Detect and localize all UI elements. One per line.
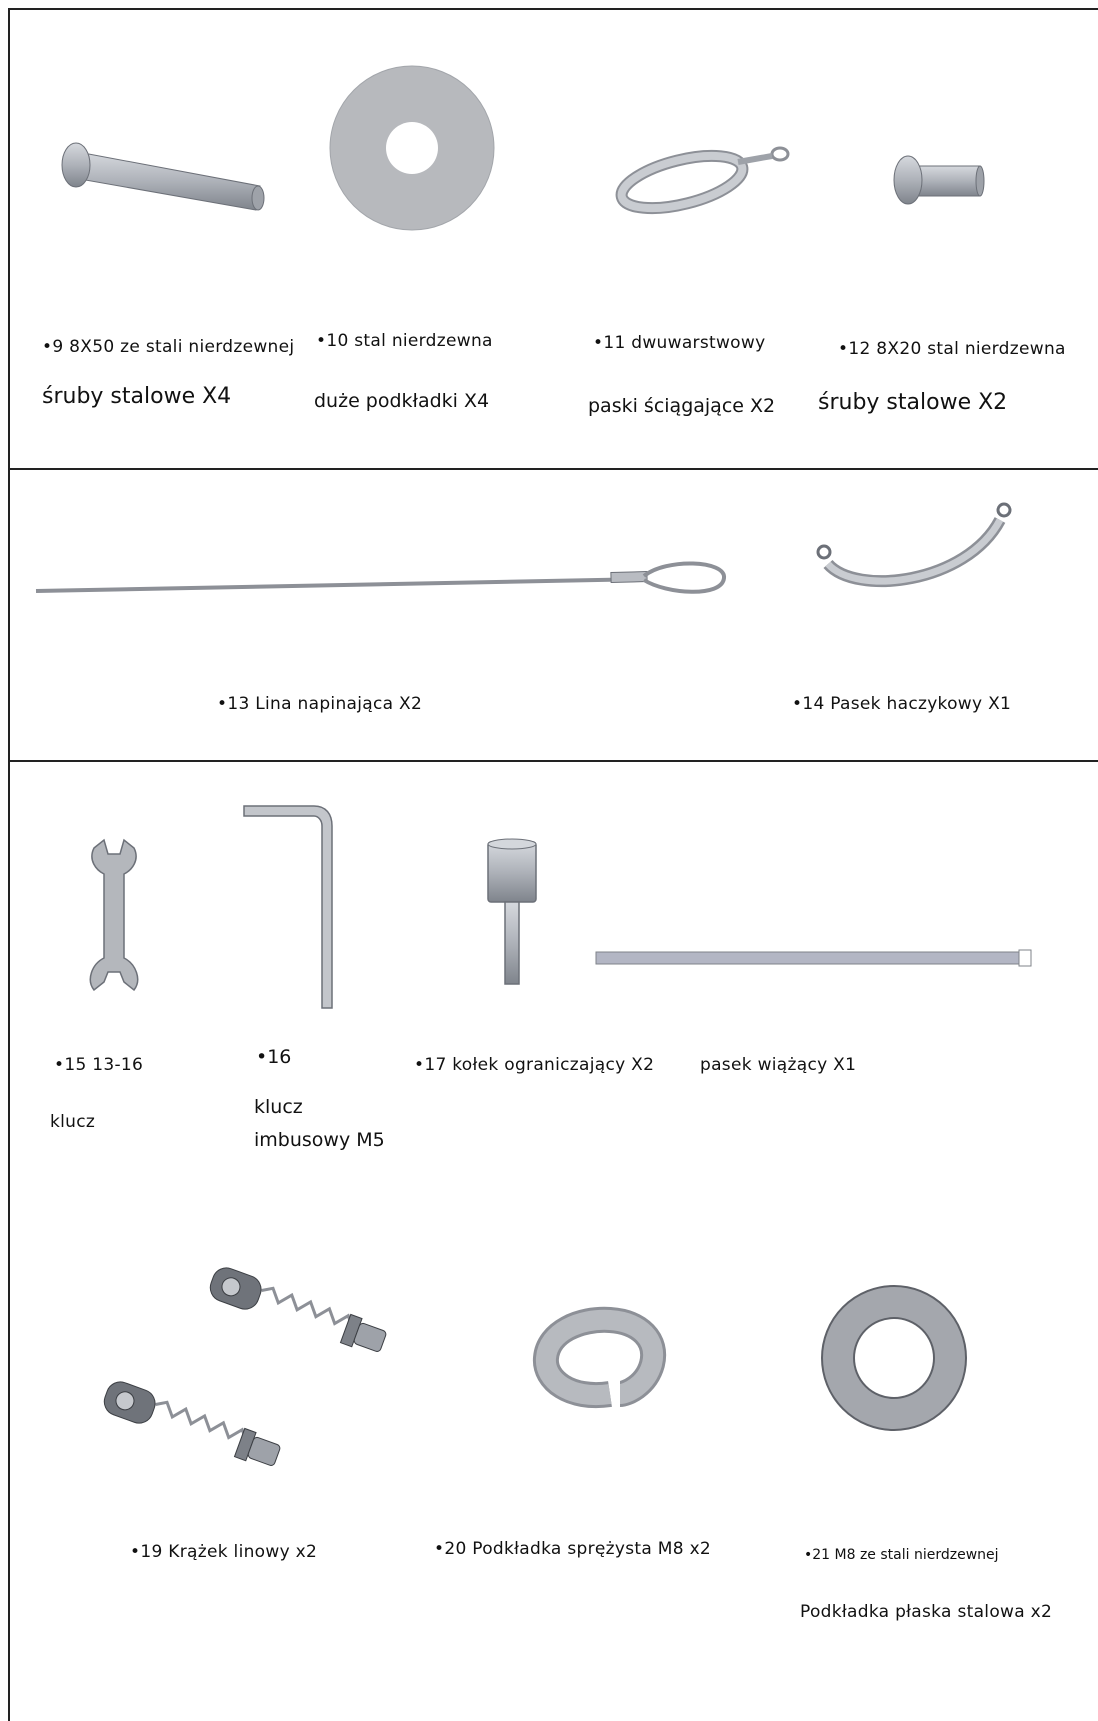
item-9-label-line1: •9 8X50 ze stali nierdzewnej <box>42 337 295 357</box>
tension-cable-icon <box>36 556 731 604</box>
large-washer-icon <box>328 64 496 232</box>
rope-pulley-icon <box>106 1250 406 1482</box>
item-14-label: •14 Pasek haczykowy X1 <box>792 694 1012 714</box>
item-21-label-line2: Podkładka płaska stalowa x2 <box>800 1602 1053 1622</box>
item-11-label-line1: •11 dwuwarstwowy <box>593 333 766 353</box>
item-16-label-line1: •16 <box>256 1046 292 1068</box>
item-19-label: •19 Krążek linowy x2 <box>130 1542 318 1562</box>
item-12-label-line2: śruby stalowe X2 <box>818 390 1008 415</box>
steel-bolt-icon <box>60 138 265 218</box>
item-13-label: •13 Lina napinająca X2 <box>217 694 423 714</box>
item-10-label-line2: duże podkładki X4 <box>314 390 490 412</box>
item-15-label-line2: klucz <box>50 1112 96 1132</box>
item-9-label-line2: śruby stalowe X4 <box>42 384 232 409</box>
wrench-icon <box>84 840 144 992</box>
flat-washer-icon <box>818 1282 970 1434</box>
item-11-label-line2: paski ściągające X2 <box>588 395 776 417</box>
item-20-label: •20 Podkładka sprężysta M8 x2 <box>434 1539 712 1559</box>
item-18-label: pasek wiążący X1 <box>700 1055 857 1075</box>
section-3-frame <box>8 760 1098 1721</box>
tie-strap-icon <box>594 946 1034 970</box>
item-15-label-line1: •15 13-16 <box>54 1055 144 1075</box>
tension-strap-icon <box>612 140 792 220</box>
short-bolt-icon <box>892 154 984 212</box>
item-10-label-line1: •10 stal nierdzewna <box>316 331 493 351</box>
limit-pin-icon <box>484 836 540 988</box>
item-17-label: •17 kołek ograniczający X2 <box>414 1055 655 1075</box>
spring-washer-icon <box>540 1310 660 1410</box>
item-21-label-line1: •21 M8 ze stali nierdzewnej <box>804 1547 999 1563</box>
item-16-label-line2: klucz <box>254 1096 303 1118</box>
item-12-label-line1: •12 8X20 stal nierdzewna <box>838 339 1066 359</box>
hook-strap-icon <box>816 500 1016 600</box>
hex-key-icon <box>244 802 336 1012</box>
item-16-label-line3: imbusowy M5 <box>254 1129 385 1151</box>
